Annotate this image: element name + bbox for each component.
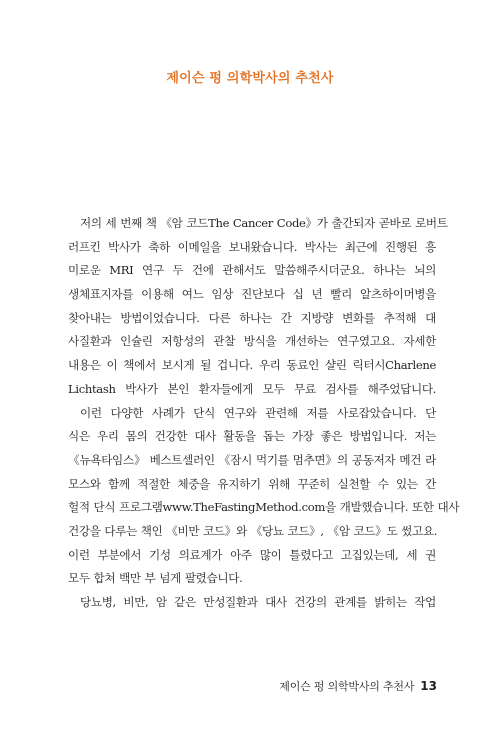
paragraph-1-line-5: 찾아내는 방법이었습니다. 다른 하나는 간 지방량 변화를 추적해 대 bbox=[68, 310, 436, 325]
paragraph-3-line-1: 당뇨병, 비만, 암 같은 만성질환과 대사 건강의 관계를 밝히는 작업 bbox=[80, 595, 436, 609]
paragraph-2-line-4: 모스와 함께 적절한 체중을 유지하기 위해 꾸준히 실천할 수 있는 간 bbox=[68, 476, 436, 491]
paragraph-1-line-8: Lichtash 박사가 본인 환자들에게 모두 무료 검사를 해주었답니다. bbox=[68, 381, 436, 396]
paragraph-1-line-6: 사질환과 인슐린 저항성의 관찰 방식을 개선하는 연구였고요. 자세한 bbox=[68, 334, 436, 349]
chapter-title: 제이슨 펑 의학박사의 추천사 bbox=[166, 71, 334, 86]
paragraph-2-line-5: 헐적 단식 프로그램www.TheFastingMethod.com을 개발했습니다. 또한 대사 bbox=[68, 500, 460, 515]
paragraph-1-line-1: 저의 세 번째 책 《암 코드The Cancer Code》가 출간되자 곧바로 로버트 bbox=[80, 216, 448, 230]
body-text bbox=[68, 212, 460, 615]
paragraph-1-line-7: 내용은 이 책에서 보시게 될 겁니다. 우리 동료인 샬린 릭터시Charlene bbox=[68, 358, 436, 373]
paragraph-2-line-7: 이런 부분에서 기성 의료계가 아주 많이 틀렸다고 고집있는데, 세 권 bbox=[68, 547, 436, 562]
paragraph-1-line-3: 미로운 MRI 연구 두 건에 관해서도 말씀해주시더군요. 하나는 뇌의 bbox=[68, 263, 436, 278]
paragraph-2-line-8: 모두 합쳐 백만 부 넘게 팔렸습니다. bbox=[68, 571, 243, 586]
page-footer bbox=[279, 678, 437, 694]
running-title: 제이슨 펑 의학박사의 추천사 bbox=[279, 680, 415, 693]
paragraph-2-line-3: 《뉴욕타임스》 베스트셀러인 《잠시 먹기를 멈추면》의 공동저자 메건 라 bbox=[68, 452, 436, 467]
page-number: 13 bbox=[420, 679, 437, 693]
paragraph-2-line-6: 건강을 다루는 책인 《비만 코드》와 《당뇨 코드》, 《암 코드》도 썼고요. bbox=[68, 523, 438, 538]
paragraph-1-line-2: 러프킨 박사가 축하 이메일을 보내왔습니다. 박사는 최근에 진행된 흥 bbox=[68, 239, 436, 254]
paragraph-1-line-4: 생체표지자를 이용해 여느 임상 진단보다 십 년 빨리 알츠하이머병을 bbox=[68, 287, 436, 302]
paragraph-2-line-1: 이런 다양한 사례가 단식 연구와 관련해 저를 사로잡았습니다. 단 bbox=[80, 405, 436, 420]
paragraph-2-line-2: 식은 우리 몸의 건강한 대사 활동을 돕는 가장 좋은 방법입니다. 저는 bbox=[68, 429, 436, 444]
